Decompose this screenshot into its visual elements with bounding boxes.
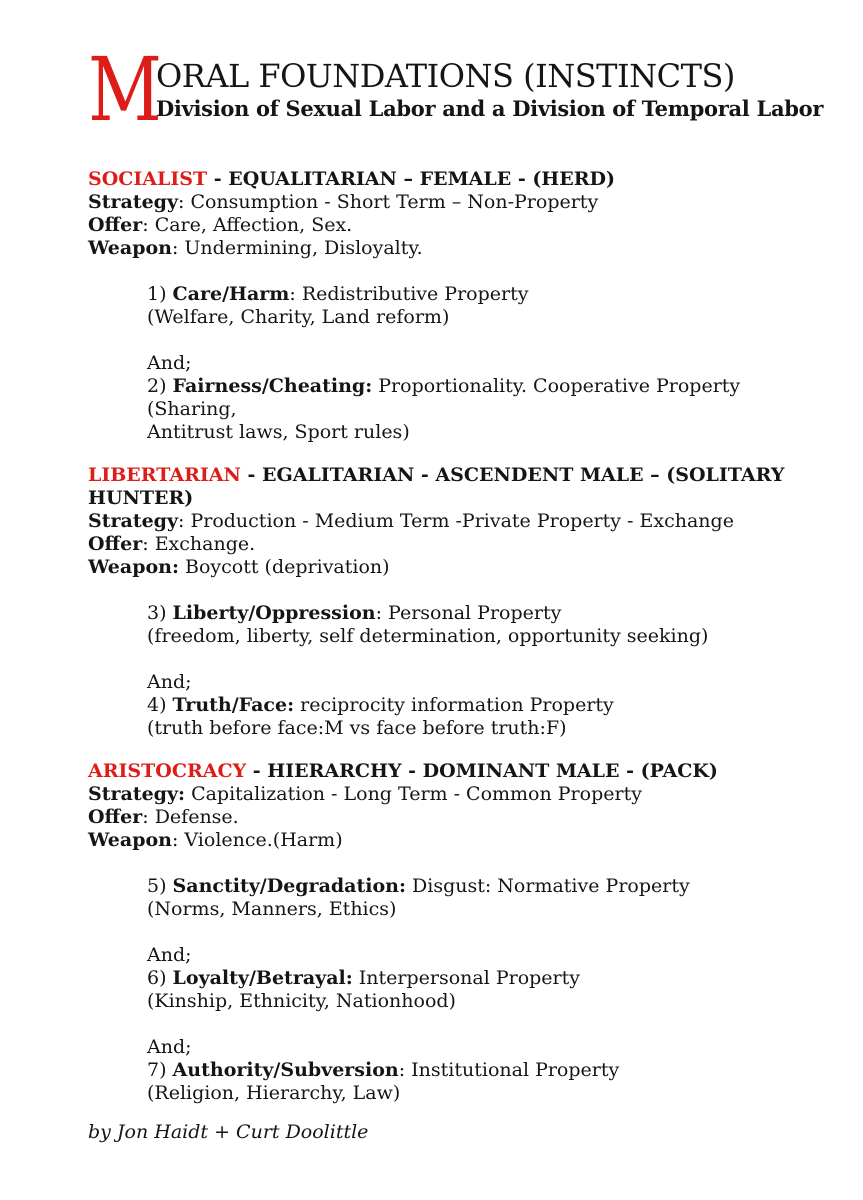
item-text: Antitrust laws, Sport rules) <box>147 421 410 443</box>
attribute-value: Capitalization - Long Term - Common Property <box>185 783 642 805</box>
item-term: Liberty/Oppression <box>172 602 376 624</box>
attribute-label: Strategy <box>88 510 179 532</box>
item-text: : Redistributive Property <box>289 283 529 305</box>
attribute-label: Offer <box>88 806 143 828</box>
item-line <box>147 990 785 1013</box>
page-title: ORAL FOUNDATIONS (INSTINCTS) <box>156 57 735 95</box>
section-header-rest: - EGALITARIAN - ASCENDENT MALE – (SOLITARY HUNTER) <box>88 464 785 509</box>
item-text: 5) <box>147 875 173 897</box>
item-term: Fairness/Cheating: <box>172 375 373 397</box>
item-text: 6) <box>147 967 173 989</box>
items-list <box>147 283 785 444</box>
section-aristocracy <box>88 760 785 1105</box>
attribute-line <box>88 214 785 237</box>
item-text: Interpersonal Property <box>352 967 581 989</box>
item-term: Truth/Face: <box>172 694 295 716</box>
attribute-label: Weapon <box>88 237 172 259</box>
attribute-value: Boycott (deprivation) <box>178 556 390 578</box>
item-text: 2) <box>147 375 173 397</box>
sections-root <box>88 168 785 1105</box>
item-line <box>147 306 785 329</box>
title-dropcap: M <box>88 38 162 141</box>
item-text: reciprocity information Property <box>294 694 614 716</box>
item-term: Authority/Subversion <box>172 1059 399 1081</box>
section-socialist <box>88 168 785 444</box>
item-text: : Personal Property <box>375 602 562 624</box>
item-text: Proportionality. Cooperative Property (Sharing, <box>147 375 741 420</box>
item-line <box>147 375 785 421</box>
attribute-label: Weapon: <box>88 556 179 578</box>
list-item <box>147 602 785 648</box>
attribute-label: Weapon <box>88 829 172 851</box>
list-item <box>147 352 785 444</box>
item-line <box>147 421 785 444</box>
item-line <box>147 1059 785 1082</box>
item-line <box>147 1082 785 1105</box>
attribute-line <box>88 191 785 214</box>
list-item <box>147 875 785 921</box>
title-stack <box>156 58 823 121</box>
document-footer <box>88 1121 785 1144</box>
item-text: (Welfare, Charity, Land reform) <box>147 306 450 328</box>
attribute-line <box>88 829 785 852</box>
attribute-value: : Consumption - Short Term – Non-Property <box>178 191 599 213</box>
document-header <box>88 38 824 141</box>
item-text: Disgust: Normative Property <box>405 875 690 897</box>
item-text: 7) <box>147 1059 173 1081</box>
list-item <box>147 671 785 740</box>
item-line <box>147 875 785 898</box>
attribute-value: : Defense. <box>142 806 239 828</box>
list-item <box>147 283 785 329</box>
item-text: (truth before face:M vs face before truth:F) <box>147 717 567 739</box>
item-term: Care/Harm <box>172 283 290 305</box>
item-text: (Norms, Manners, Ethics) <box>147 898 397 920</box>
item-text: (freedom, liberty, self determination, opportunity seeking) <box>147 625 709 647</box>
section-header <box>88 168 785 191</box>
attribute-label: Offer <box>88 214 143 236</box>
and-connector: And; <box>147 944 192 966</box>
attribute-line <box>88 510 785 533</box>
attribute-label: Strategy <box>88 191 179 213</box>
attribute-label: Strategy: <box>88 783 186 805</box>
item-text: 3) <box>147 602 173 624</box>
item-term: Sanctity/Degradation: <box>172 875 406 897</box>
title-row <box>88 38 824 141</box>
section-header <box>88 464 785 510</box>
attribute-line <box>88 556 785 579</box>
section-name: LIBERTARIAN <box>88 464 241 486</box>
item-text: (Kinship, Ethnicity, Nationhood) <box>147 990 456 1012</box>
item-term: Loyalty/Betrayal: <box>172 967 353 989</box>
item-text: (Religion, Hierarchy, Law) <box>147 1082 401 1104</box>
item-text: : Institutional Property <box>398 1059 620 1081</box>
items-list <box>147 602 785 740</box>
section-header <box>88 760 785 783</box>
item-line <box>147 694 785 717</box>
attribute-value: : Undermining, Disloyalty. <box>171 237 423 259</box>
item-line <box>147 967 785 990</box>
attribute-line <box>88 237 785 260</box>
section-header-rest: - HIERARCHY - DOMINANT MALE - (PACK) <box>246 760 718 782</box>
item-line <box>147 717 785 740</box>
section-name: ARISTOCRACY <box>88 760 247 782</box>
attribute-line <box>88 806 785 829</box>
item-text: 1) <box>147 283 173 305</box>
byline: by Jon Haidt + Curt Doolittle <box>88 1121 369 1143</box>
and-connector: And; <box>147 352 192 374</box>
section-header-rest: - EQUALITARIAN – FEMALE - (HERD) <box>207 168 616 190</box>
and-connector: And; <box>147 671 192 693</box>
attribute-value: : Production - Medium Term -Private Property - Exchange <box>178 510 734 532</box>
page-subtitle: Division of Sexual Labor and a Division of Temporal Labor <box>156 96 824 121</box>
section-libertarian <box>88 464 785 740</box>
attribute-value: : Care, Affection, Sex. <box>142 214 353 236</box>
attribute-value: : Violence.(Harm) <box>171 829 343 851</box>
attribute-value: : Exchange. <box>142 533 256 555</box>
list-item <box>147 1036 785 1105</box>
attribute-label: Offer <box>88 533 143 555</box>
items-list <box>147 875 785 1105</box>
and-connector: And; <box>147 1036 192 1058</box>
item-line <box>147 898 785 921</box>
section-name: SOCIALIST <box>88 168 208 190</box>
item-line <box>147 625 785 648</box>
item-text: 4) <box>147 694 173 716</box>
attribute-line <box>88 533 785 556</box>
attribute-line <box>88 783 785 806</box>
list-item <box>147 944 785 1013</box>
item-line <box>147 283 785 306</box>
item-line <box>147 602 785 625</box>
